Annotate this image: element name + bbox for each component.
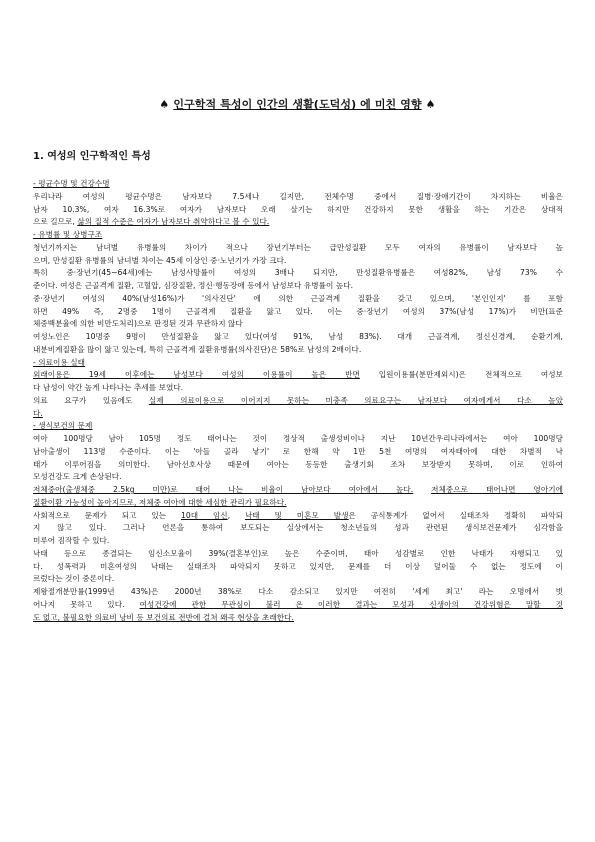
text-segment: 우리나라 여성의 평균수명은 남자보다 7.5세나 길지만, 전체수명 중에서 질병·장애기간이 차지하는 비율은 (33, 191, 563, 201)
text-line (33, 459, 563, 472)
text-line (33, 573, 563, 586)
text-segment: 지 않고 있다. 그러나 언론을 통하여 보도되는 실상에서는 청소년들의 성과 관련된 생식보건문제가 심각함을 (33, 523, 563, 533)
text-line (33, 344, 563, 357)
text-segment (413, 485, 431, 494)
text-line (33, 586, 563, 599)
text-segment: 체중백분율에 의한 비만도처리)으로 판정된 것과 무관하지 않다 (33, 319, 243, 329)
text-line (33, 318, 563, 331)
text-segment: 은 공식통계가 없어서 실태조차 정확히 파악되 (348, 510, 563, 520)
text-line (33, 497, 563, 510)
text-segment: 르렀다는 것이 중론이다. (33, 574, 115, 584)
text-line (33, 612, 563, 625)
text-segment: - 평균수명 및 건강수명 (33, 179, 110, 188)
text-segment: - 생식보건의 문제 (33, 421, 93, 431)
text-segment: 다 남성이 약간 높게 나타나는 추세를 보였다. (33, 383, 184, 392)
text-segment: 모성건강도 크게 손상된다. (33, 472, 122, 482)
text-segment: 저체중으로 태어나면 영아기에 (431, 485, 563, 494)
text-segment: 준이다. 여성은 근골격계 질환, 고혈압, 심장질환, 정신·행동장애 등에서 남성보다 유병률이 높다. (33, 281, 354, 290)
text-line (33, 229, 563, 242)
text-segment: 청년기까지는 남녀별 유병률의 차이가 적으나 장년기부터는 급만성질환 모두 여자의 유병률이 남자보다 높 (33, 242, 563, 252)
text-line (33, 369, 563, 382)
text-segment: 제왕절개분만률(1999년 43%)은 2000년 38%로 다소 감소되고 있지만 여전히 '세계 최고' 라는 오명에서 벗 (33, 587, 563, 596)
text-segment: 다. 성폭력과 미혼여성의 낙태는 실태조차 파악되지 못하고 있지만, 문제를 더 이상 덮어둘 수 없는 정도에 이 (33, 561, 563, 571)
section-heading: 1. 여성의 인구학적인 특성 (33, 151, 151, 162)
text-segment: 특히 중·장년기(45~64세)에는 남성사망률이 여성의 3배나 되지만, 만성질환유병률은 여성82%, 남성 73% 수 (33, 268, 563, 278)
text-segment: 외래이용은 19세 이후에는 남성보다 여성의 이용률이 높은 반면 (33, 370, 360, 380)
text-segment: 여아 100명당 남아 105명 정도 태어나는 것이 정상적 출생성비이나 지난 10년간우리나라에서는 여아 100명당 (33, 434, 563, 443)
text-line (33, 561, 563, 574)
spade-icon: ♠ (425, 98, 436, 111)
text-line (33, 280, 563, 293)
text-segment: 10대 임신 (180, 510, 228, 520)
text-segment: 도 없고, 불필요한 의료비 낭비 등 보건의료 전반에 걸쳐 왜곡 현상을 초래한다. (33, 612, 294, 622)
text-segment: 중·장년기 여성의 40%(남성16%)가 '의사진단' 에 의한 근골격계 질환을 갖고 있으며, '본인인지' 를 포함 (33, 293, 563, 303)
text-line (33, 446, 563, 459)
text-segment: 사회적으로 문제가 되고 있는 (33, 510, 181, 520)
document-title (0, 96, 595, 112)
text-line (33, 216, 563, 229)
text-line (33, 408, 563, 421)
text-segment: 내분비계질환을 많이 앓고 있는데, 특히 근골격계 질환유병률(의사진단)은 58%로 남성의 2배이다. (33, 344, 362, 354)
text-line (33, 471, 563, 484)
text-segment: 다. (33, 408, 43, 418)
text-segment: 으로 길므로, (33, 217, 78, 227)
text-segment: 저체중아(출생체중 2.5kg 미만)로 태어 나는 비율이 남아보다 여아에서 높다. (33, 485, 414, 494)
text-line (33, 255, 563, 268)
text-segment: , (227, 510, 245, 520)
text-segment: 여성노인은 10명중 9명이 만성질환을 앓고 있다(여성 91%, 남성 83%). 대개 근골격계, 정신신경계, 순환기계, (33, 332, 563, 341)
text-line (33, 522, 563, 535)
text-segment: 질환이환 가능성이 높아지므로, (33, 497, 139, 507)
text-line (33, 178, 563, 191)
text-line (33, 357, 563, 370)
text-line (33, 484, 563, 497)
text-line (33, 242, 563, 255)
text-line (33, 382, 563, 395)
spade-icon: ♠ (159, 98, 170, 111)
document-body (33, 178, 563, 624)
text-segment: 태가 이루어짐을 의미한다. 남아선호사상 때문에 여아는 동등한 출생기회 조차 보장받지 못하며, 이로 인하여 (33, 459, 563, 469)
text-segment: 하면 49% 즉, 2명중 1명이 근골격계 질환을 앓고 있다. 이는 중·장년기 여성의 37%(남성 17%)가 비만(표준 (33, 306, 563, 316)
title-text: 인구학적 특성이 인간의 생활(도덕성) 에 미친 영향 (173, 98, 422, 111)
text-line (33, 599, 563, 612)
text-line (33, 191, 563, 204)
text-segment: 으며, 만성질환 유병률의 남녀별 차이는 45세 이상인 중·노년기가 가장 크다. (33, 255, 287, 265)
text-line (33, 548, 563, 561)
text-line (33, 306, 563, 319)
text-segment: 미루어 짐작할 수 있다. (33, 536, 110, 545)
text-segment: 저체중 여아에 대한 세심한 관리가 필요하다. (138, 497, 287, 507)
text-segment: 남자 10.3%, 여자 16.3%로 여자가 남자보다 오래 살기는 하지만 건강하지 못한 생활을 하는 기간은 상대적 (33, 204, 563, 214)
text-line (33, 267, 563, 280)
text-line (33, 331, 563, 344)
text-segment: 어나지 못하고 있다. (33, 599, 140, 609)
text-segment: 낙태 등으로 종결되는 임신소모율이 39%(결혼부인)로 높은 수준이며, 태아 성감별로 인한 낙태가 자행되고 있 (33, 548, 563, 558)
text-segment: 실제 의료이용으로 이어지지 못하는 미충족 의료요구는 남자보다 여자에게서 다소 높았 (148, 395, 563, 405)
text-segment: - 유병률 및 상병구조 (33, 230, 103, 239)
text-segment: 입원이용률(분만제외시)은 전체적으로 여성보 (359, 370, 563, 380)
text-line (33, 395, 563, 408)
text-line (33, 204, 563, 217)
text-line (33, 433, 563, 446)
text-line (33, 293, 563, 306)
text-segment: 낙태 및 미혼모 발생 (244, 510, 349, 520)
text-line (33, 420, 563, 433)
text-segment: 남아출생이 113명 수준이다. 이는 '아들 골라 낳기' 로 한해 약 1만 5천 여명의 여자태아에 대한 차별적 낙 (33, 446, 563, 456)
text-segment: 여성건강에 관한 무관심이 불러 온 이러한 결과는 모성과 신생아의 건강위험은 말할 것 (139, 599, 563, 609)
text-segment: 삶의 질적 수준은 여자가 남자보다 취약하다고 볼 수 있다. (77, 217, 270, 227)
text-line (33, 510, 563, 523)
text-segment: 의료 요구가 있음에도 (33, 395, 149, 405)
text-segment: - 의료이용 실태 (33, 357, 86, 367)
text-line (33, 535, 563, 548)
